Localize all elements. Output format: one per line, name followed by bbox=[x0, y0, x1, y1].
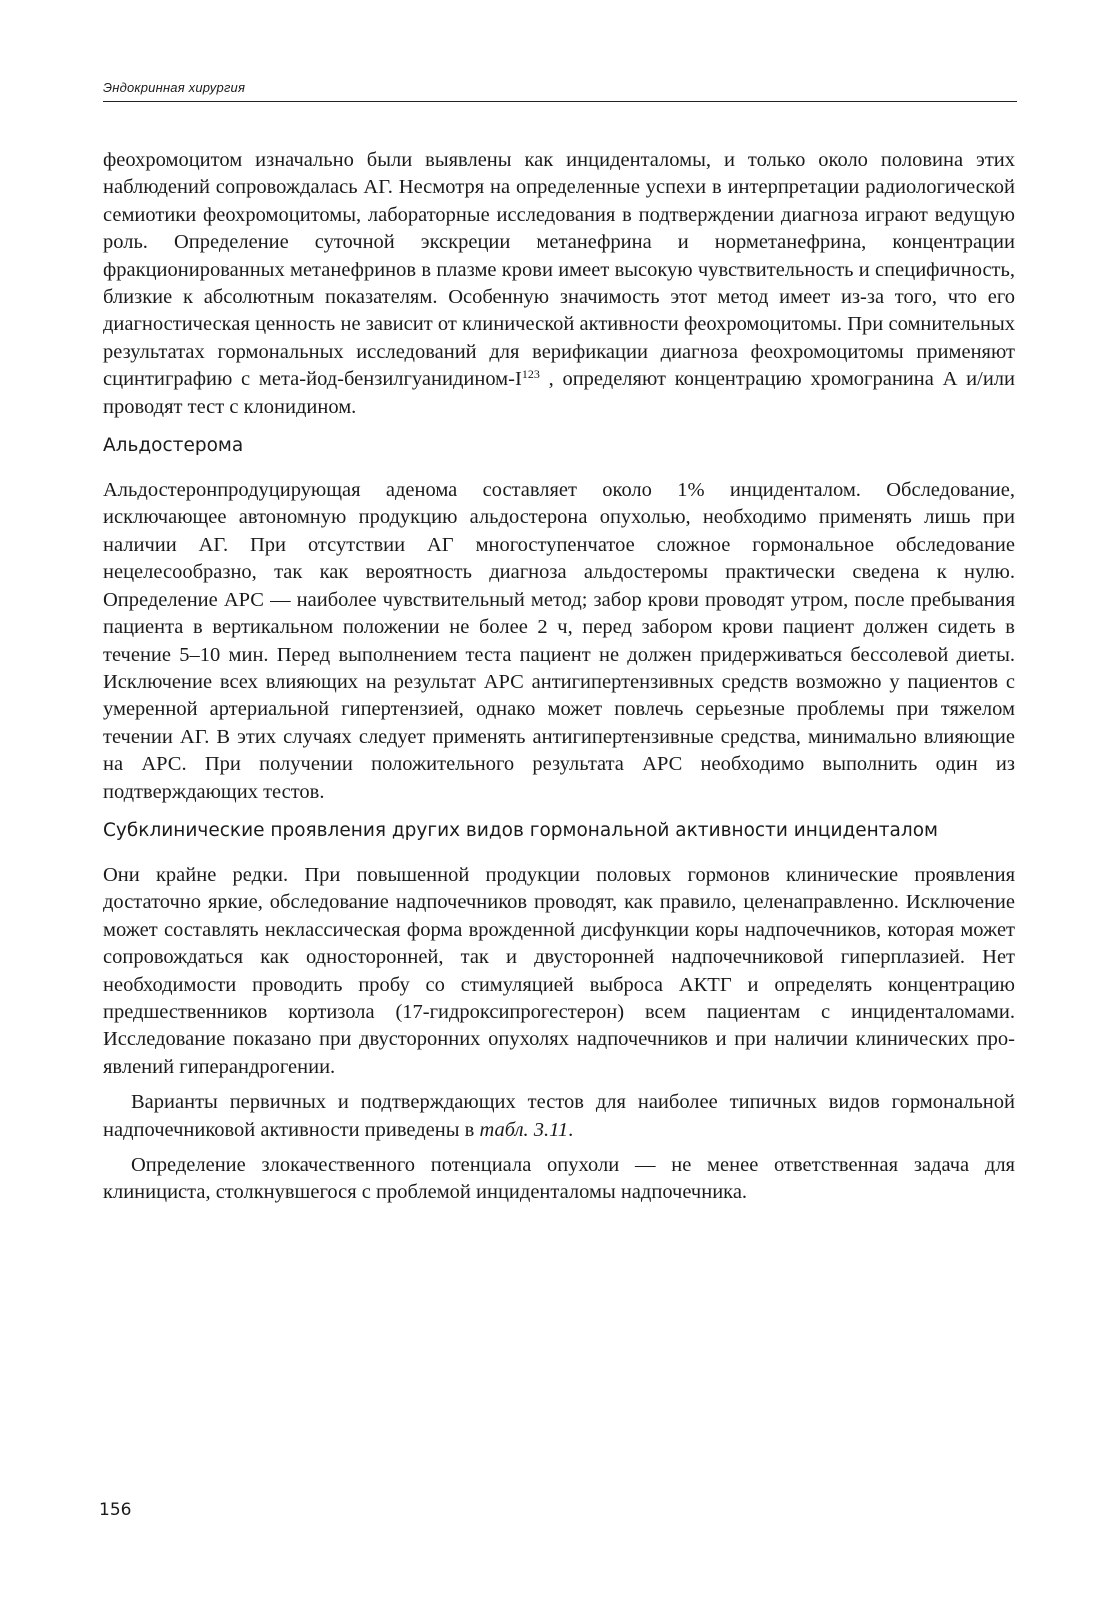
page-number: 156 bbox=[99, 1500, 132, 1520]
intro-paragraph-text: феохромоцитом изначально были выявлены как инциденталомы, и только около половина этих наблюдений сопровождалась АГ. Несмотря на определенные успехи в интерпретации радиологической семиотики феохромоцитомы, лабораторные исследования в подтверждении диагноза играют ведущую роль. Определение суточной экскреции метанефрина и норметанефрина, концентрации фракционированных метанефринов в плазме крови имеет высокую чувствительность и специфичность, близкие к абсолютным показателям. Особенную значимость этот метод имеет из-за того, что его диагностическая ценность не зависит от клинической активности феохромоцитомы. При сомнительных результатах гормональных исследований для верификации диагноза феохромоцитомы применяют сцинтиграфию с мета-йод-бензилгуанидином-I bbox=[103, 149, 1015, 391]
intro-paragraph bbox=[103, 147, 1015, 421]
header-divider bbox=[103, 101, 1017, 102]
section-heading-aldosteroma: Альдостерома bbox=[103, 435, 244, 457]
malignancy-paragraph: Определение злокачественного потенциала опухоли — не менее ответственная задача для клинициста, столкнувшегося с проблемой инциденталомы надпочечника. bbox=[103, 1154, 1015, 1204]
table-reference-end: . bbox=[568, 1118, 574, 1141]
intro-paragraph-tail: , определяют концентрацию хромогранина А и/или проводят тест с клонидином. bbox=[103, 368, 1015, 418]
running-head-title: Эндокринная хирургия bbox=[103, 80, 246, 95]
table-reference-paragraph bbox=[103, 1089, 1015, 1144]
aldosteroma-paragraph: Альдостеронпродуцирующая аденома составляет около 1% инциденталом. Обследование, исключающее автономную продукцию альдостерона опухолью, необходимо применять лишь при наличии АГ. При отсутствии АГ многоступенчатое сложное гормональное обследование нецелесообразно, так как вероятность диагноза альдостеромы практически сведена к нулю. Определение АРС — наиболее чувствительный метод; забор крови проводят утром, после пребывания пациента в вертикальном положении не более 2 ч, перед забором крови пациент должен сидеть в течение 5–10 мин. Перед выполнением теста пациент не должен придерживаться бессолевой диеты. Исключение всех влияющих на результат АРС антигипертензивных средств возможно у пациентов с умеренной артериальной гипертензией, однако может повлечь серьезные проблемы при тяжелом течении АГ. В этих случаях следует применять антигипертензивные средства, минимально влияющие на АРС. При получении положительного результата АРС необходимо выполнить один из подтверждающих тестов. bbox=[103, 479, 1015, 803]
page-body bbox=[103, 147, 1015, 1207]
table-reference-text: Варианты первичных и подтверждающих тестов для наиболее типичных видов гормональной надпочечниковой активности приведены в bbox=[103, 1091, 1015, 1141]
table-reference-link[interactable]: табл. 3.11 bbox=[479, 1118, 569, 1141]
isotope-superscript: 123 bbox=[521, 367, 540, 382]
section-heading-subclinical: Субклинические проявления других видов гормональной активности инциденталом bbox=[103, 819, 938, 841]
subclinical-paragraph: Они крайне редки. При повышенной продукции половых гормонов клинические проявления достаточно яркие, обследование надпочечников проводят, как правило, целенаправленно. Исключение может составлять неклассическая форма врожденной дисфункции коры надпочечников, которая может сопровождаться как односторонней, так и двусторонней надпочечниковой гиперплазией. Нет необходимости проводить пробу со стимуляцией выброса АКТГ и определять концентрацию предшественников кортизола (17-гидроксипрогестерон) всем пациентам с инциденталомами. Исследование показано при двусторонних опухолях надпочечников и при наличии клинических проявлений гиперандрогении. bbox=[103, 863, 1015, 1078]
